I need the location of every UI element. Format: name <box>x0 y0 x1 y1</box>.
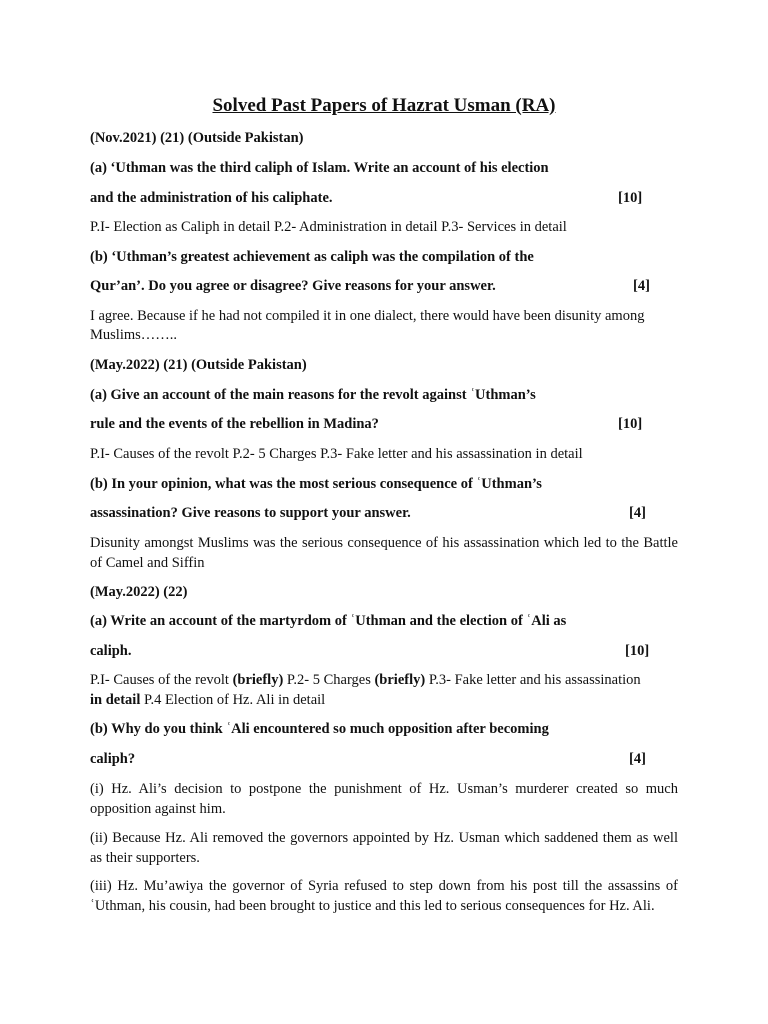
question-3a-line-2: caliph. <box>90 643 132 659</box>
question-1b-line-1: (b) ‘Uthman’s greatest achievement as caliph was the compilation of the <box>90 249 534 265</box>
answer-3a-emphasis-3: in detail <box>90 692 141 708</box>
question-1a-line-2: and the administration of his caliphate. <box>90 190 333 206</box>
answer-3a-emphasis-1: (briefly) <box>232 672 284 688</box>
answer-3a-text-1: P.I- Causes of the revolt <box>90 672 233 688</box>
answer-3a-text-2: P.2- 5 Charges <box>283 672 375 688</box>
answer-3a-text-4: P.4 Election of Hz. Ali in detail <box>140 692 326 708</box>
question-3a-marks: [10] <box>625 643 650 659</box>
question-2a-marks: [10] <box>618 416 643 432</box>
question-2b-line-2: assassination? Give reasons to support your answer. <box>90 505 411 521</box>
question-2b-marks: [4] <box>629 505 646 521</box>
question-2a-line-1: (a) Give an account of the main reasons for the revolt against ʿUthman’s <box>90 387 536 403</box>
answer-3b-point-2: (ii) Because Hz. Ali removed the governors appointed by Hz. Usman which saddened them as well as their supporters. <box>90 830 678 866</box>
answer-3a-line-2 <box>90 691 678 710</box>
answer-2a: P.I- Causes of the revolt P.2- 5 Charges P.3- Fake letter and his assassination in detail <box>90 446 583 462</box>
question-3b-marks: [4] <box>629 751 646 767</box>
section-heading-may-2022-22: (May.2022) (22) <box>90 584 188 600</box>
answer-1a: P.I- Election as Caliph in detail P.2- Administration in detail P.3- Services in detail <box>90 219 567 235</box>
question-3a-line-1: (a) Write an account of the martyrdom of ʿUthman and the election of ʿAli as <box>90 613 567 629</box>
answer-3b-point-3: (iii) Hz. Mu’awiya the governor of Syria refused to step down from his post till the assassins of ʿUthman, his cousin, had been brought to justice and this led to serious consequences for Hz. Ali. <box>90 878 678 914</box>
section-heading-may-2022-21: (May.2022) (21) (Outside Pakistan) <box>90 357 307 373</box>
question-3b-line-1: (b) Why do you think ʿAli encountered so much opposition after becoming <box>90 721 549 737</box>
question-2b-line-1: (b) In your opinion, what was the most serious consequence of ʿUthman’s <box>90 476 542 492</box>
page-title: Solved Past Papers of Hazrat Usman (RA) <box>212 95 556 116</box>
question-1b-line-2: Qur’an’. Do you agree or disagree? Give reasons for your answer. <box>90 278 496 294</box>
answer-3b-point-1: (i) Hz. Ali’s decision to postpone the punishment of Hz. Usman’s murderer created so much opposition against him. <box>90 781 678 817</box>
question-1a-marks: [10] <box>618 190 643 206</box>
answer-1b-line-2: Muslims…….. <box>90 327 178 343</box>
question-1b-marks: [4] <box>633 278 650 294</box>
section-heading-nov-2021: (Nov.2021) (21) (Outside Pakistan) <box>90 130 304 146</box>
answer-3a-line-1 <box>90 671 678 690</box>
answer-2b: Disunity amongst Muslims was the serious consequence of his assassination which led to the Battle of Camel and Siffin <box>90 535 678 571</box>
answer-1b-line-1: I agree. Because if he had not compiled it in one dialect, there would have been disunity among <box>90 308 645 324</box>
answer-3a-text-3: P.3- Fake letter and his assassination <box>425 672 641 688</box>
question-3b-line-2: caliph? <box>90 751 136 767</box>
question-2a-line-2: rule and the events of the rebellion in Madina? <box>90 416 379 432</box>
answer-3a-emphasis-2: (briefly) <box>374 672 426 688</box>
question-1a-line-1: (a) ‘Uthman was the third caliph of Islam. Write an account of his election <box>90 160 549 176</box>
